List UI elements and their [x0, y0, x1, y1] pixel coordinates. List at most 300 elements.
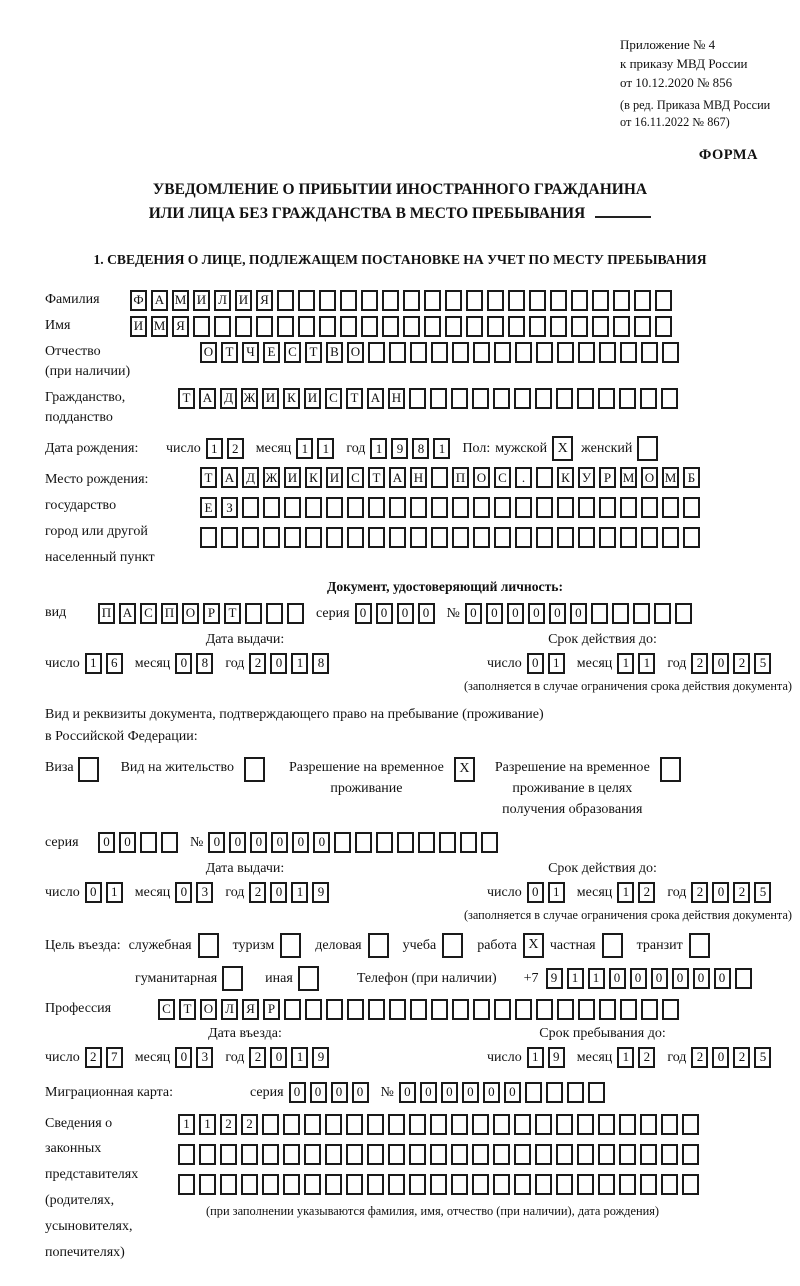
char-cell[interactable] [641, 999, 658, 1020]
char-cell[interactable]: 0 [331, 1082, 348, 1103]
char-cell[interactable] [262, 1174, 279, 1195]
char-cell[interactable] [410, 342, 427, 363]
char-cell[interactable] [367, 1114, 384, 1135]
char-cell[interactable]: С [158, 999, 175, 1020]
char-cell[interactable]: Р [203, 603, 220, 624]
char-cell[interactable] [325, 1144, 342, 1165]
char-cell[interactable]: 0 [609, 968, 626, 989]
char-cell[interactable] [578, 342, 595, 363]
char-cell[interactable]: 7 [106, 1047, 123, 1068]
char-cell[interactable] [445, 316, 462, 337]
char-cell[interactable] [472, 388, 489, 409]
char-cell[interactable] [599, 527, 616, 548]
char-cell[interactable]: Д [220, 388, 237, 409]
char-cell[interactable] [346, 1144, 363, 1165]
char-cell[interactable] [287, 603, 304, 624]
char-cell[interactable] [641, 527, 658, 548]
char-cell[interactable] [550, 316, 567, 337]
char-cell[interactable]: 0 [486, 603, 503, 624]
char-cell[interactable] [535, 1114, 552, 1135]
char-cell[interactable] [199, 1144, 216, 1165]
char-cell[interactable] [661, 388, 678, 409]
char-cell[interactable]: 0 [528, 603, 545, 624]
char-cell[interactable] [598, 1174, 615, 1195]
char-cell[interactable] [376, 832, 393, 853]
char-cell[interactable]: Я [256, 290, 273, 311]
char-cell[interactable]: 0 [310, 1082, 327, 1103]
char-cell[interactable] [473, 527, 490, 548]
char-cell[interactable] [368, 527, 385, 548]
char-cell[interactable] [424, 316, 441, 337]
char-cell[interactable]: И [130, 316, 147, 337]
char-cell[interactable] [409, 1114, 426, 1135]
char-cell[interactable]: 1 [588, 968, 605, 989]
char-cell[interactable]: Т [346, 388, 363, 409]
char-cell[interactable]: 0 [527, 882, 544, 903]
char-cell[interactable] [599, 497, 616, 518]
char-cell[interactable]: А [199, 388, 216, 409]
char-cell[interactable]: А [389, 467, 406, 488]
char-cell[interactable] [451, 388, 468, 409]
char-cell[interactable] [242, 527, 259, 548]
char-cell[interactable] [245, 603, 262, 624]
char-cell[interactable] [472, 1174, 489, 1195]
char-cell[interactable] [481, 832, 498, 853]
char-cell[interactable]: 2 [733, 653, 750, 674]
char-cell[interactable]: 2 [85, 1047, 102, 1068]
char-cell[interactable] [439, 832, 456, 853]
char-cell[interactable]: К [283, 388, 300, 409]
char-cell[interactable]: 1 [296, 438, 313, 459]
char-cell[interactable]: 0 [549, 603, 566, 624]
char-cell[interactable]: 2 [249, 1047, 266, 1068]
char-cell[interactable]: 9 [391, 438, 408, 459]
temp-residence-education-checkbox[interactable] [660, 757, 681, 782]
char-cell[interactable]: 0 [98, 832, 115, 853]
char-cell[interactable] [641, 497, 658, 518]
char-cell[interactable] [654, 603, 671, 624]
char-cell[interactable]: 0 [250, 832, 267, 853]
char-cell[interactable] [284, 497, 301, 518]
char-cell[interactable] [424, 290, 441, 311]
char-cell[interactable]: 1 [199, 1114, 216, 1135]
char-cell[interactable]: Ч [242, 342, 259, 363]
char-cell[interactable]: А [367, 388, 384, 409]
char-cell[interactable] [682, 1144, 699, 1165]
char-cell[interactable] [452, 497, 469, 518]
char-cell[interactable] [633, 603, 650, 624]
char-cell[interactable] [235, 316, 252, 337]
char-cell[interactable]: 8 [196, 653, 213, 674]
char-cell[interactable] [388, 1114, 405, 1135]
char-cell[interactable]: 0 [352, 1082, 369, 1103]
char-cell[interactable] [347, 497, 364, 518]
char-cell[interactable]: С [325, 388, 342, 409]
char-cell[interactable] [493, 1114, 510, 1135]
char-cell[interactable]: 1 [291, 653, 308, 674]
char-cell[interactable] [389, 497, 406, 518]
char-cell[interactable] [493, 388, 510, 409]
char-cell[interactable] [284, 999, 301, 1020]
char-cell[interactable]: . [515, 467, 532, 488]
char-cell[interactable] [214, 316, 231, 337]
char-cell[interactable]: В [326, 342, 343, 363]
char-cell[interactable]: Т [178, 388, 195, 409]
char-cell[interactable] [304, 1174, 321, 1195]
char-cell[interactable] [577, 1144, 594, 1165]
char-cell[interactable] [418, 832, 435, 853]
char-cell[interactable]: О [200, 342, 217, 363]
char-cell[interactable] [298, 316, 315, 337]
char-cell[interactable]: 0 [229, 832, 246, 853]
char-cell[interactable] [325, 1114, 342, 1135]
char-cell[interactable] [487, 316, 504, 337]
char-cell[interactable] [535, 1174, 552, 1195]
purpose-work-checkbox[interactable]: X [523, 933, 544, 958]
char-cell[interactable] [535, 1144, 552, 1165]
char-cell[interactable]: 3 [196, 882, 213, 903]
char-cell[interactable]: Б [683, 467, 700, 488]
char-cell[interactable]: Н [410, 467, 427, 488]
char-cell[interactable] [619, 1114, 636, 1135]
char-cell[interactable] [515, 999, 532, 1020]
char-cell[interactable] [546, 1082, 563, 1103]
char-cell[interactable] [451, 1114, 468, 1135]
char-cell[interactable] [598, 388, 615, 409]
char-cell[interactable]: 0 [418, 603, 435, 624]
char-cell[interactable] [536, 342, 553, 363]
char-cell[interactable] [472, 1114, 489, 1135]
char-cell[interactable] [599, 342, 616, 363]
char-cell[interactable] [178, 1144, 195, 1165]
char-cell[interactable]: 2 [220, 1114, 237, 1135]
char-cell[interactable]: О [473, 467, 490, 488]
char-cell[interactable] [283, 1114, 300, 1135]
char-cell[interactable]: К [557, 467, 574, 488]
char-cell[interactable]: М [151, 316, 168, 337]
char-cell[interactable] [599, 999, 616, 1020]
char-cell[interactable] [567, 1082, 584, 1103]
char-cell[interactable]: С [347, 467, 364, 488]
char-cell[interactable]: 2 [733, 1047, 750, 1068]
char-cell[interactable]: 2 [691, 882, 708, 903]
char-cell[interactable]: 0 [712, 653, 729, 674]
char-cell[interactable]: 0 [397, 603, 414, 624]
char-cell[interactable] [326, 999, 343, 1020]
char-cell[interactable] [662, 527, 679, 548]
char-cell[interactable] [397, 832, 414, 853]
purpose-private-checkbox[interactable] [602, 933, 623, 958]
char-cell[interactable] [263, 527, 280, 548]
char-cell[interactable]: 1 [291, 882, 308, 903]
char-cell[interactable] [262, 1114, 279, 1135]
char-cell[interactable] [403, 290, 420, 311]
char-cell[interactable]: 3 [196, 1047, 213, 1068]
char-cell[interactable] [577, 1114, 594, 1135]
char-cell[interactable] [493, 1144, 510, 1165]
sex-female-checkbox[interactable] [637, 436, 658, 461]
char-cell[interactable]: И [193, 290, 210, 311]
char-cell[interactable] [382, 316, 399, 337]
char-cell[interactable] [508, 316, 525, 337]
char-cell[interactable] [451, 1144, 468, 1165]
char-cell[interactable] [536, 467, 553, 488]
char-cell[interactable]: 1 [617, 653, 634, 674]
char-cell[interactable] [556, 1174, 573, 1195]
char-cell[interactable]: 8 [412, 438, 429, 459]
char-cell[interactable] [340, 316, 357, 337]
char-cell[interactable] [284, 527, 301, 548]
char-cell[interactable] [266, 603, 283, 624]
char-cell[interactable] [661, 1144, 678, 1165]
char-cell[interactable] [326, 527, 343, 548]
char-cell[interactable]: 1 [548, 882, 565, 903]
char-cell[interactable] [515, 527, 532, 548]
char-cell[interactable]: 0 [270, 653, 287, 674]
char-cell[interactable]: 9 [548, 1047, 565, 1068]
char-cell[interactable]: 1 [567, 968, 584, 989]
purpose-official-checkbox[interactable] [198, 933, 219, 958]
char-cell[interactable] [535, 388, 552, 409]
char-cell[interactable] [193, 316, 210, 337]
char-cell[interactable]: И [235, 290, 252, 311]
char-cell[interactable] [445, 290, 462, 311]
char-cell[interactable] [430, 1144, 447, 1165]
char-cell[interactable]: Ж [263, 467, 280, 488]
char-cell[interactable] [473, 497, 490, 518]
char-cell[interactable] [515, 497, 532, 518]
char-cell[interactable]: 5 [754, 882, 771, 903]
char-cell[interactable] [473, 999, 490, 1020]
char-cell[interactable] [613, 290, 630, 311]
char-cell[interactable]: П [161, 603, 178, 624]
char-cell[interactable]: 1 [85, 653, 102, 674]
char-cell[interactable] [655, 316, 672, 337]
char-cell[interactable]: 0 [270, 1047, 287, 1068]
char-cell[interactable] [368, 999, 385, 1020]
char-cell[interactable] [655, 290, 672, 311]
char-cell[interactable] [612, 603, 629, 624]
char-cell[interactable]: 1 [291, 1047, 308, 1068]
char-cell[interactable]: Т [224, 603, 241, 624]
char-cell[interactable] [525, 1082, 542, 1103]
char-cell[interactable]: 0 [271, 832, 288, 853]
char-cell[interactable] [283, 1174, 300, 1195]
char-cell[interactable]: 1 [548, 653, 565, 674]
char-cell[interactable] [451, 1174, 468, 1195]
char-cell[interactable]: П [452, 467, 469, 488]
char-cell[interactable] [514, 1144, 531, 1165]
char-cell[interactable] [220, 1174, 237, 1195]
char-cell[interactable] [304, 1114, 321, 1135]
char-cell[interactable] [662, 497, 679, 518]
char-cell[interactable]: 5 [754, 653, 771, 674]
char-cell[interactable] [431, 467, 448, 488]
char-cell[interactable]: 0 [712, 1047, 729, 1068]
char-cell[interactable]: 2 [638, 1047, 655, 1068]
char-cell[interactable]: 0 [85, 882, 102, 903]
char-cell[interactable] [262, 1144, 279, 1165]
char-cell[interactable]: Т [221, 342, 238, 363]
char-cell[interactable]: 0 [175, 1047, 192, 1068]
char-cell[interactable] [578, 999, 595, 1020]
char-cell[interactable]: 0 [507, 603, 524, 624]
char-cell[interactable] [577, 388, 594, 409]
char-cell[interactable] [472, 1144, 489, 1165]
char-cell[interactable]: 1 [638, 653, 655, 674]
char-cell[interactable] [389, 999, 406, 1020]
char-cell[interactable] [277, 316, 294, 337]
char-cell[interactable]: 0 [175, 882, 192, 903]
char-cell[interactable] [577, 1174, 594, 1195]
sex-male-checkbox[interactable]: X [552, 436, 573, 461]
char-cell[interactable] [277, 290, 294, 311]
char-cell[interactable] [305, 999, 322, 1020]
char-cell[interactable]: Д [242, 467, 259, 488]
char-cell[interactable] [556, 1114, 573, 1135]
char-cell[interactable] [619, 1144, 636, 1165]
char-cell[interactable] [220, 1144, 237, 1165]
char-cell[interactable] [556, 388, 573, 409]
char-cell[interactable] [466, 316, 483, 337]
char-cell[interactable] [361, 290, 378, 311]
char-cell[interactable] [389, 527, 406, 548]
char-cell[interactable] [536, 999, 553, 1020]
char-cell[interactable] [298, 290, 315, 311]
char-cell[interactable]: 0 [630, 968, 647, 989]
char-cell[interactable] [305, 527, 322, 548]
char-cell[interactable]: М [172, 290, 189, 311]
char-cell[interactable]: 1 [370, 438, 387, 459]
char-cell[interactable] [619, 1174, 636, 1195]
char-cell[interactable]: 0 [355, 603, 372, 624]
char-cell[interactable]: Т [368, 467, 385, 488]
purpose-tourism-checkbox[interactable] [280, 933, 301, 958]
char-cell[interactable]: 0 [289, 1082, 306, 1103]
char-cell[interactable] [494, 999, 511, 1020]
char-cell[interactable]: И [262, 388, 279, 409]
char-cell[interactable]: У [578, 467, 595, 488]
char-cell[interactable]: О [182, 603, 199, 624]
char-cell[interactable]: Е [200, 497, 217, 518]
char-cell[interactable] [557, 527, 574, 548]
char-cell[interactable]: 1 [527, 1047, 544, 1068]
char-cell[interactable] [361, 316, 378, 337]
char-cell[interactable] [557, 497, 574, 518]
char-cell[interactable]: 1 [433, 438, 450, 459]
char-cell[interactable]: 0 [462, 1082, 479, 1103]
char-cell[interactable] [452, 527, 469, 548]
char-cell[interactable]: 2 [638, 882, 655, 903]
char-cell[interactable]: 0 [420, 1082, 437, 1103]
char-cell[interactable] [494, 497, 511, 518]
char-cell[interactable]: 0 [399, 1082, 416, 1103]
char-cell[interactable]: 0 [313, 832, 330, 853]
char-cell[interactable] [588, 1082, 605, 1103]
char-cell[interactable] [514, 1114, 531, 1135]
char-cell[interactable]: 0 [714, 968, 731, 989]
char-cell[interactable] [431, 527, 448, 548]
char-cell[interactable] [431, 497, 448, 518]
char-cell[interactable] [682, 1174, 699, 1195]
char-cell[interactable] [494, 527, 511, 548]
visa-checkbox[interactable] [78, 757, 99, 782]
char-cell[interactable]: 9 [312, 1047, 329, 1068]
char-cell[interactable]: Ф [130, 290, 147, 311]
char-cell[interactable] [355, 832, 372, 853]
char-cell[interactable] [410, 497, 427, 518]
char-cell[interactable]: 0 [693, 968, 710, 989]
char-cell[interactable]: 0 [270, 882, 287, 903]
char-cell[interactable]: С [284, 342, 301, 363]
char-cell[interactable]: Т [179, 999, 196, 1020]
char-cell[interactable] [473, 342, 490, 363]
char-cell[interactable]: 0 [672, 968, 689, 989]
char-cell[interactable] [319, 316, 336, 337]
char-cell[interactable] [598, 1114, 615, 1135]
char-cell[interactable] [452, 999, 469, 1020]
char-cell[interactable]: 1 [617, 882, 634, 903]
char-cell[interactable] [347, 999, 364, 1020]
char-cell[interactable] [241, 1174, 258, 1195]
char-cell[interactable]: 0 [570, 603, 587, 624]
purpose-other-checkbox[interactable] [298, 966, 319, 991]
char-cell[interactable] [431, 342, 448, 363]
char-cell[interactable] [557, 999, 574, 1020]
char-cell[interactable] [466, 290, 483, 311]
char-cell[interactable] [263, 497, 280, 518]
char-cell[interactable] [735, 968, 752, 989]
char-cell[interactable] [661, 1114, 678, 1135]
char-cell[interactable] [634, 316, 651, 337]
char-cell[interactable] [578, 527, 595, 548]
char-cell[interactable]: 8 [312, 653, 329, 674]
char-cell[interactable]: 2 [691, 653, 708, 674]
char-cell[interactable] [430, 1174, 447, 1195]
char-cell[interactable] [178, 1174, 195, 1195]
char-cell[interactable]: Е [263, 342, 280, 363]
char-cell[interactable] [221, 527, 238, 548]
char-cell[interactable]: К [305, 467, 322, 488]
char-cell[interactable] [640, 1114, 657, 1135]
char-cell[interactable] [305, 497, 322, 518]
char-cell[interactable]: 0 [292, 832, 309, 853]
char-cell[interactable] [304, 1144, 321, 1165]
char-cell[interactable] [529, 316, 546, 337]
char-cell[interactable] [382, 290, 399, 311]
char-cell[interactable] [161, 832, 178, 853]
char-cell[interactable]: 0 [504, 1082, 521, 1103]
char-cell[interactable] [578, 497, 595, 518]
char-cell[interactable]: Л [214, 290, 231, 311]
char-cell[interactable] [340, 290, 357, 311]
char-cell[interactable]: О [200, 999, 217, 1020]
char-cell[interactable] [409, 388, 426, 409]
char-cell[interactable]: З [221, 497, 238, 518]
char-cell[interactable] [334, 832, 351, 853]
char-cell[interactable] [367, 1144, 384, 1165]
char-cell[interactable] [634, 290, 651, 311]
char-cell[interactable] [592, 316, 609, 337]
char-cell[interactable]: П [98, 603, 115, 624]
char-cell[interactable]: М [620, 467, 637, 488]
char-cell[interactable] [410, 527, 427, 548]
char-cell[interactable]: 0 [208, 832, 225, 853]
char-cell[interactable]: 2 [227, 438, 244, 459]
char-cell[interactable] [326, 497, 343, 518]
char-cell[interactable]: 0 [651, 968, 668, 989]
char-cell[interactable]: 0 [712, 882, 729, 903]
